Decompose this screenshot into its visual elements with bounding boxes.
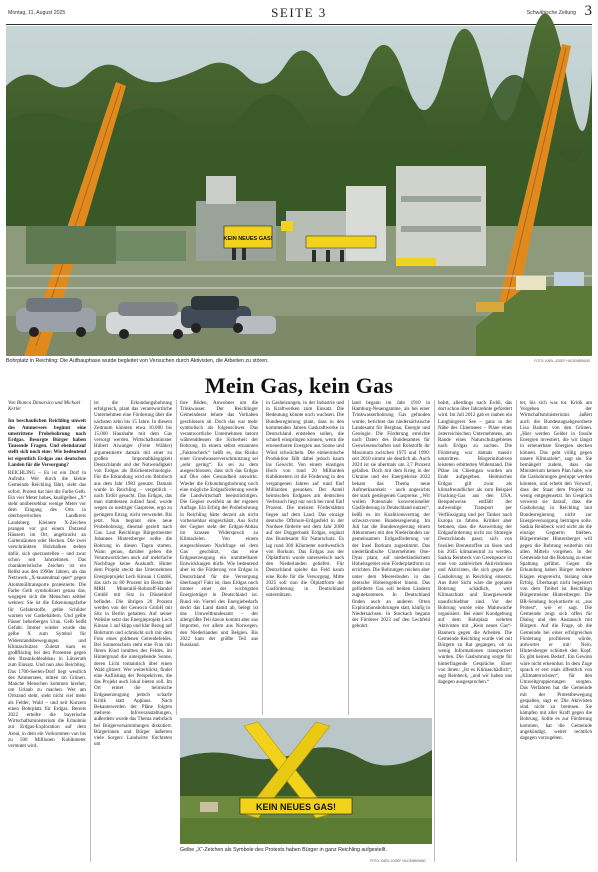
newspaper-name: Schwäbische Zeitung xyxy=(526,10,576,16)
article-column-6 xyxy=(438,400,512,862)
banner-text: KEIN NEUES GAS! xyxy=(223,236,273,242)
section-title: SEITE 3 xyxy=(271,5,327,20)
column-divider xyxy=(516,400,517,862)
article-lead: Im beschaulichen Reichling unweit des Ammersees beginnt eine umstrittene Probebohrung nach Erdgas. Besorgte Bürger haben Tausende Fragen. Und ebendarauf stellt sich noch eine: Wie bedeutend ist eigentlich Erdgas aus deutschen Landen für die Versorgung? xyxy=(8,418,86,468)
byline: Von Bianca Dimarsico und Michael Kerler xyxy=(8,400,81,413)
x-sign-illustration xyxy=(180,718,432,844)
article-headline: Mein Gas, kein Gas xyxy=(204,373,394,398)
column-text: REICHLING – Es ist ein Dorf in Aufruhr. Wer durch die kleine Gemeinde Reichling fährt, sieht das sofort. Protest hat hier die Farbe Gelb. Ein vier Meter hohes, knallgelbes „X“ steht unübersehbar wenige Meter vor dem Eingang des Orts in oberbayerischen Landkreis Landsberg. Kleinere X-Zeichen prangen vor gut einem Dutzend Häusern im Ort, angebracht an Gartenzäunen oder Hecken. Die zwei verschränkten Holzbalken stehen dafür, sich querzustellen – und zwar schon seit Jahrzehnten. Das charakteristische Zeichen ist ein Relikt aus den 1990er Jahren, als das Netzwerk „X-tausendmal quer“ gegen Atommülltransporte protestierte. Die Farbe Gelb symbolisiert genau das, wogegen sich die Menschen seither wehren: Sie ist die Erkennungsfarbe für Gefahrstoffe, gelbe Schilder warnen vor Gasbehältern. Und gelbe Fässer beherbergen Uran. Gelb heißt Gefahr. Immer wieder wurde das gelbe X zum Symbol für Widerstandsbewegungen und Klimaschützer. Zuletzt kam es großflächig bei den Protesten gegen den Braunkohleabbau in Lützerath zum Einsatz. Und nun also Reichling. Das 1700-Seelen-Dorf liegt westlich des Ammersees, mitten im Grünen. Manche Menschen kommen hierher, um Urlaub zu machen. Wer am Ortsrand steht, sieht nicht viel mehr als Felder, Wald – und seit Kurzem einen Bohrplatz für Erdgas. Bereits 2022 erteilte die bayerische Wirtschaftsministerium die Erlaubnis zur Erdgas-Exploration auf dem Areal, in dem ein Vorkommen von bis zu 500 Millionen Kubikmeter vermutet wird. xyxy=(8,470,86,749)
column-text: in Gasheizungen, in der Industrie und in Kraftwerken zum Einsatz. Die Bedeutung könnte noch wachsen. Die Bundesregierung plant, dass in den kommenden Jahren Gaskraftwerke in Deutschland entstehen sollen, die schnell einspringen können, wenn die erneuerbaren Energien aus Sonne und Wind schwächeln. Die einheimische Produktion fällt dabei jedoch kaum ins Gewicht. Von einem einstigen Hoch von rund 20 Milliarden Kubikmetern ist die Förderung in den vergangenen Jahren auf rund fünf Milliarden gesunken. Der Anteil heimischen Erdgases am deutschen Verbrauch liegt nur noch bei rund fünf Prozent. Die meisten Förderstätten liegen auf dem Land. Das einzige deutsche Offshore-Erdgasfeld in der Nordsee förderte seit dem Jahr 2000 auf der Doggerbank Erdgas, ergänzt das Bundesamt für Naturschutz. Es lag rund 300 Kilometer nordwestlich von Borkum. Das Erdgas aus der Ölplattform wurde unterseeisch nach den Niederlanden geliefert. Für Deutschland spielte das Feld kaum eine Rolle für die Versorgung. Mitte 2025 soll nun die Ölplattform der Gasförderung in Deutschland unterstützen. xyxy=(266,400,344,599)
page-number: 3 xyxy=(584,3,592,19)
column-text: land begann im Jahr 1910 in Hamburg-Neuengamme, als bei einer Trinkwasserbohrung Gas gefunden wurde, berichtet das niedersächsische Landesamt für Bergbau, Energie und Geologie. Die Förderung erreichte nach Daten des Bundesamtes für Geowissenschaften und Rohstoffe ihr Maximum zwischen 1975 und 1990: seit 2010 nimmt sie deutlich ab. Auch 2024 ist sie abermals um 3,7 Prozent gefallen. Doch mit dem Krieg in der Ukraine und der Energiekrise 2022 bekam das Thema neue Aufmerksamkeit – auch angesichts der stark gestiegenen Gaspreise. „Wir wollen Potenziale konventioneller Gasförderung in Deutschland nutzen“, heißt es im Koalitionsvertrag der schwarz-roten Bundesregierung. Im Juli hat die Bundesregierung einem Abkommen mit den Niederlanden zur gemeinsamen Erdgasförderung vor der Insel Borkum zugestimmt. Das niederländische Unternehmen One-Dyas plant, auf niederländischem Hoheitsgebiet eine Förderplattform zu errichten. Die Bohrungen reichen aber unter dem Meeresboden in das deutsche Hoheitsgebiet hinein. Das geförderte Gas soll beiden Ländern zugutekommen. In Deutschland finden auch an anderen Orten Explorationsbohrungen statt, häufig in Niedersachsen. In Stockach begann der Förderer 2023 auf den Lechfeld gebohrt. xyxy=(352,400,430,630)
x-sign-photo xyxy=(180,718,432,844)
column-text: ter, bis sich was tut. Kritik am Vorgehen der Wirtschaftsministeriums äußert auch die Bundestagsabgeordnete Lisa Badum von den Grünen. „Hier werden Gelder in fossile Energien investiert, die wir längst in erneuerbare Energien stecken können. Das geht völlig gegen unsere Klimaziele“, sagt sie. Sie bemängelt zudem, dass das Ministerium keinen Plan habe, wie die Gasbohrungen gestoppt werden könnten, und erhebt den Vorwurf, dass der Staat dem Projekt zu wenig entgegensetzt. Im Gespräch verweist sie darauf, dass die Gasbohrung in Reichling laut Bundesregierung nicht zur Energieversorgung beitragen solle. Saskia Reinbeck wird nicht als die einzige Gegnerin bleiben. Bürgermeister Hintersberger will gegen die Bohrung weiterhin mit allen Mitteln vorgehen. In der Gemeinde hat die Bohrung zu einer Spaltung geführt. Gegen die Erkundung haben Bürger mehrere Klagen eingereicht, bislang ohne Erfolg. Überhaupt nicht begeistert von dem Treibel ist Reichlings Bürgermeister Hintersberger. Die BR-Sendung boykottierte er, „aus Protest“, wie er sagt. Die Gemeinde zeigt sich offen für Dialog und den Austausch mit Bürgern. Auf die Frage, ob die Gemeinde bei einer erfolgreichen Förderung profitieren würde, antwortet er mit: Nein. Hintersberger schüttelt den Kopf. Es gibt keinen Bedarf. Ein Gewinn wäre nicht erkennbar. In dem Zuge sprach er erst mals öffentlich von „Klimaterroristen“, für den Umweltgruppierungen sorgten. Das Verfahren hat die Gemeinde mit der Protestbewegung gespalten, sagt er. Die Aktivisten sind nicht zu bremsen. Sie kämpfen mit aller Kraft gegen die Bohrung. Sollte es zur Förderung kommen, hat die Gemeinde angekündigt, weiter rechtlich dagegen vorzugehen. xyxy=(520,400,592,741)
column-divider xyxy=(434,400,435,862)
drill-site-photo xyxy=(6,26,592,356)
column-text: ihre Böden, Anwohner um die Trinkwasser. Der Reichlinger Gemeinderat lehnte das Vorhaben geschlossen ab. Doch das war mehr symbolisch als folgenschwer. Das verantwortliche Unternehmen betont währenddessen die Sicherheit der Bohrung. In einem selbst ernannten „Faktencheck“ heißt es, das Risiko einer Grundwasserverschmutzung sei „sehr gering“. Es sei zu dem ausgeschlossen, dass sich das Erdgas auf Öko oder Gesundheit auswirkt. Wieder die Erkundungsbohrung noch eine mögliche Erdgasförderung werde die Landwirtschaft beeinträchtigen. Die Gegner zweifeln an der eigenen Auflage. Ein Erfolg der Probebohrung in Reichling hätte derzeit als nicht vorhersehbar eingeschätzt. Aus Sicht der Gegner steht der Erdgas-Abbau im krassen Widerspruch zu Klimazielen. Von einem ausgeschlossen Nachfrage sei dem Gas geschützt, das eine Erdgaserzeugung ein unmittelbarer Entwicklungen dürfe. Wie bedeutend aber ist die Förderung von Erdgas in Deutschland für die Versorgung überhaupt? Fakt ist, dass Erdgas noch immer einer der wichtigsten Energieträger in Deutschland ist. Rund ein Viertel des Energiebedarfs deckt das Land damit ab, belegt ist das Umweltbundesamt – der allergrößte Teil davon kommt aber aus Importen, vor allem aus Norwegen, den Niederlanden und Belgien. Bis 2022 kam der größte Teil aus Russland. xyxy=(180,400,258,648)
header-rule xyxy=(6,24,592,25)
column-divider xyxy=(262,400,263,715)
article-column-3 xyxy=(180,400,258,715)
bottom-photo-credit: FOTO: KARL-JOSEF HILDENBRAND xyxy=(370,859,426,863)
article-column-5 xyxy=(352,400,430,715)
article-column-4 xyxy=(266,400,344,715)
column-text: bohrt, allerdings nach Erdöl, das dort schon über Jahrzehnte gefördert wird. Im Juli 2012 gab es rauben ein Langbürgerer See – ganz in der Nähe des Chiemsees – Pläne eines österreichischen Unternehmens, am Rande eines Naturschutzgebietes nach Erdgas zu suchen. Die Förderung war damals massiv umstritten. Bürgerinitiativen leisteten erbitterten Widerstand. Die Pläne im Chiemgau wurden am Ende aufgegeben. Heimisches Erdgas gilt zwar als klimafreundlicher als zum Beispiel Fracking-Gas aus den USA. Beispielweise entfällt der aufwendige Transport per Verflüssigung und per Tanker nach Europa zu fahren. Kritiker aber betonen, dass die Ausweitung der Erdgasförderung nicht zur Strategie Deutschlands passt, sich von fossilen Brennstoffen zu lösen und bis 2045 klimaneutral zu werden. Saskia Reinbeck von Greenpeace ist eine von zahlreichen Aktivistinnen und Aktivisten, die sich gegen die Gasbohrung in Reichling einsetzt. Aus ihrer Sicht wäre die geplante Bohrung schädlich, weil Klimaschutz und Energiewende unaufschiebbar sind. Vor der Bohrung wurde eine Mahnwache organisiert. Bei einer Kundgebung auf dem Bohrplatz wehrten Aktivisten mit „Kein neues Gas“-Bannern gegen die Arbeiten. Die Gemeinde Reichling wurde viel mit Bürgern zu Rat gegangen, ob zu wenig Informationen transportiert wurden. Die Gasbohrung sorgte für hinterfragende Gespräche. Einer von ihnen: „Ist es Klimaschädlich“, sagt Reinbeck, „und wir haben uns dagegen ausgesprochen.“ xyxy=(438,400,512,686)
bottom-photo-caption: Gelbe „X“-Zeichen als Symbole des Protests haben Bürger in ganz Reichling aufgestellt. xyxy=(180,847,387,853)
column-text: ist die Erkundungsbohrung erfolgreich, plant das verantwortliche Unternehmen eine Förderung über die nächsten zehn bis 15 Jahre. In diesem Zeitraum könnten etwa 10.000 bis 15.000 Haushalte mit dem Gas versorgt werden. Wirtschaftsminister Hubert Aiwanger (Freie Wähler) argumentierte damals mit einer zu großen Importabhängigkeit Deutschlands und der Notwendigkeit von Erdgas als Brückentechnologie. Für die Erkundung wird ein Bohrloch aus dem Jahr 1983 genutzt. Damals wurde in Reichling – vergeblich – nach Erdöl gesucht. Das Erdgas, das man stattdessen zufand fand, wurde wegen zu niedriger Gaspreise, ergo zu geringem Ertrag, nicht verwendet. Bis jetzt. Nun beginnt eine neue Probebohrung, diesmal gezielt nach Gas. Laut Reichlings Bürgermeister Johannes Hintersberger sollte die Bohrung in diesen Tagen starten. Wann genau, darüber geben die Verantwortlichen auch auf mehrfache Nachfrage keine Auskunft. Hinter dem Projekt steckt das Unternehmen Energieprojekt Lech Kinsau 1 GmbH, das sich zu 80 Prozent im Besitz der MRH Mineralöl-Rohstoff-Handel GmbH mit Sitz in Düsseldorf befindet. Die übrigen 20 Prozent werden von der Genexco GmbH mit Sitz in Berlin gehalten. Auf seiner Website setzt das Energieprojekt Lech Kinsau 1 auf klipp und klar Bezug auf Bohrturm und schmückt sich mit dem Foto eines goldenen Getreidefeldes. Bei Sonnenschein steht eine Frau mit Ihrem Kind inmitten des Feldes, im Hintergrund die untergehende Sonne, deren Licht romantisch über einen Wald glitzert. Wer weiterklickt, findet eine Auflistung der Perspektiven, die das Projekt auch lokal bieten soll. Im Ort erntet die heimische Erdgaserzeugung jedoch scharfe Kritik statt Applaus. Nach Bekanntwerden der Pläne folgten mehrere Infoveranstaltungen, außerdem wurde das Thema mehrfach bei Bürgerversammlungen diskutiert. Bürgerinnen und Bürger äußerten viele Sorgen: Landwirte fürchteten um xyxy=(94,400,172,748)
article-column-7 xyxy=(520,400,592,862)
top-photo-credit: FOTO: KARL-JOSEF HILDENBRAND xyxy=(534,359,590,363)
issue-date: Montag, 11. August 2025 xyxy=(8,10,66,16)
top-photo-caption: Bohrplatz in Reichling: Die Aufbauphase wurde begleitet von Versuchen durch Aktivisten, die Arbeiten zu stören. xyxy=(6,358,269,364)
banner-text: KEIN NEUES GAS! xyxy=(255,802,337,812)
column-divider xyxy=(348,400,349,715)
article-column-2 xyxy=(94,400,172,748)
drill-site-illustration xyxy=(6,26,592,356)
column-divider xyxy=(90,400,91,862)
article-column-1 xyxy=(8,400,86,862)
column-divider xyxy=(176,400,177,715)
